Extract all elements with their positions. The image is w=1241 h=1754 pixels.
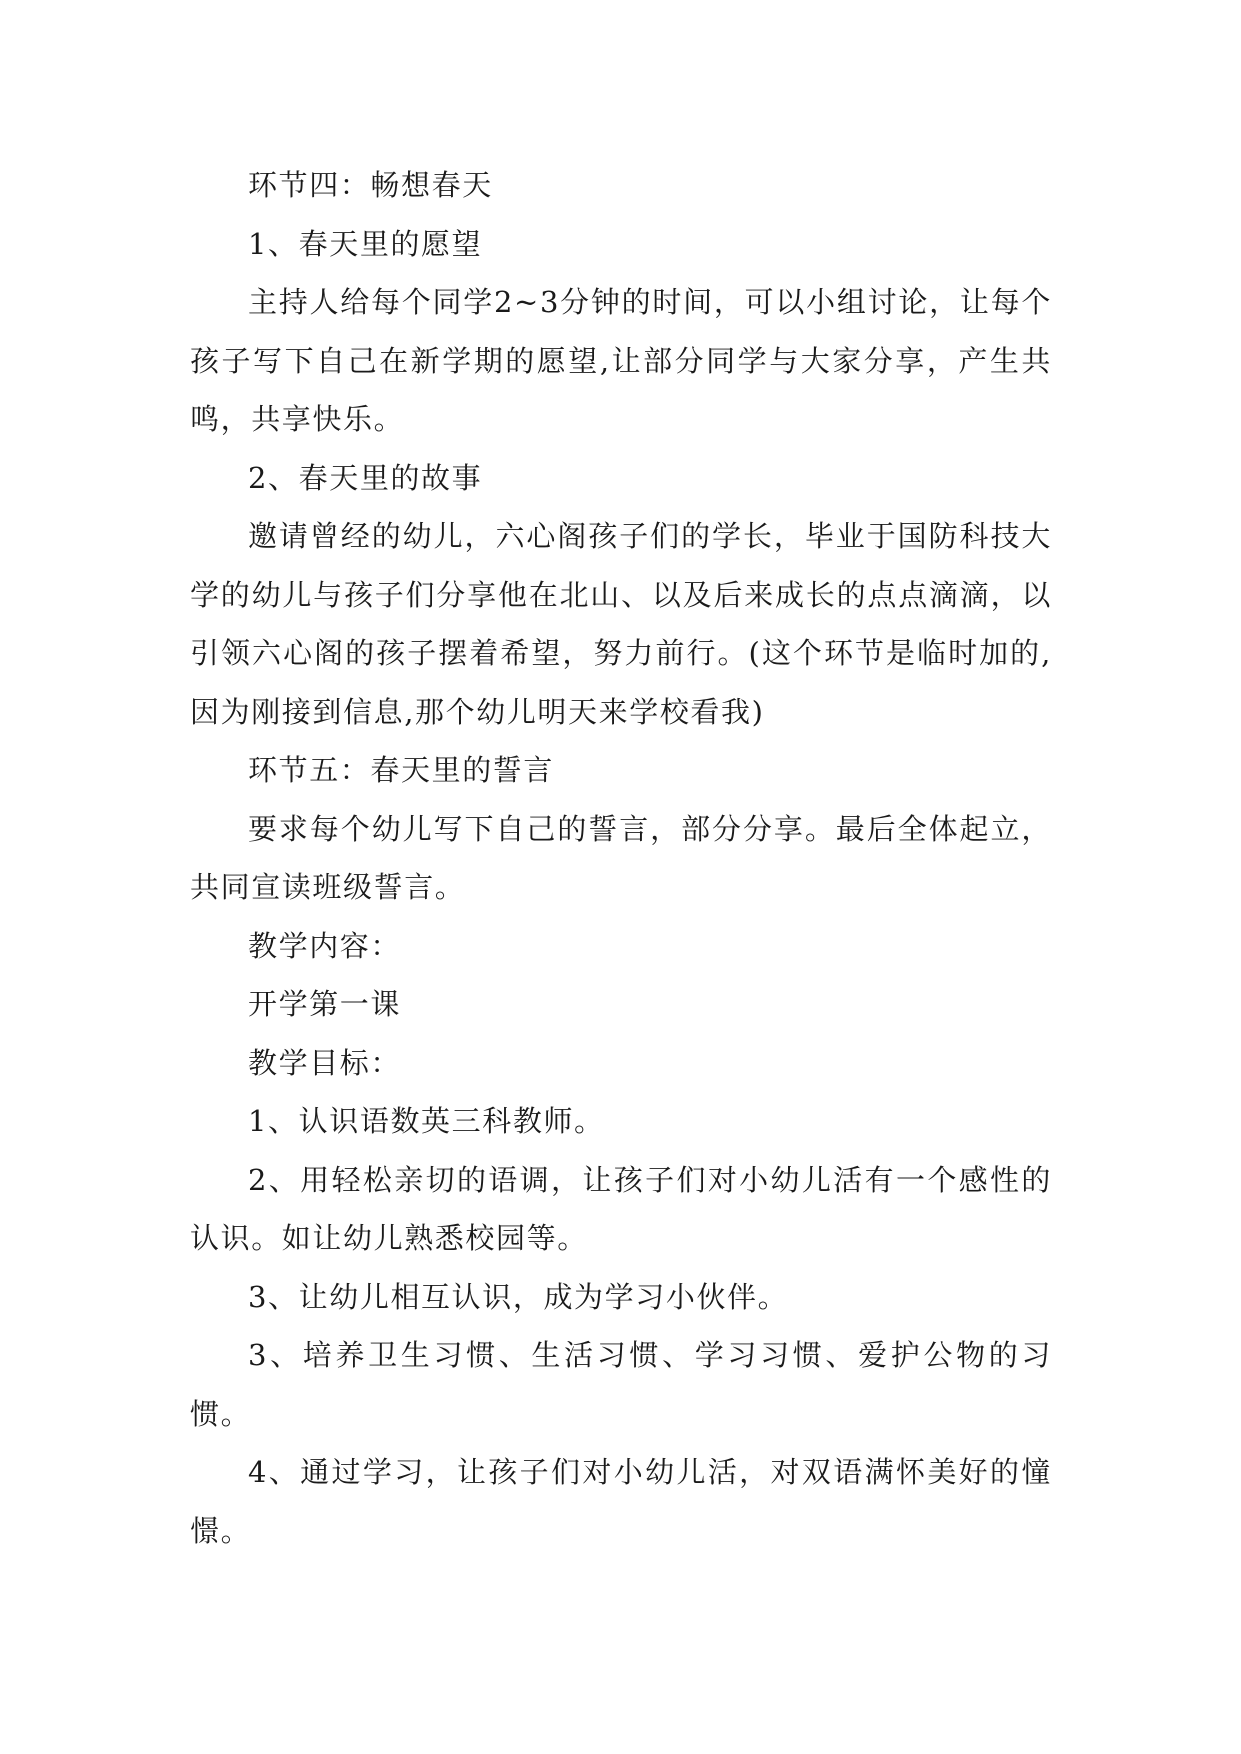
paragraph-story-activity: 邀请曾经的幼儿，六心阁孩子们的学长，毕业于国防科技大学的幼儿与孩子们分享他在北山、以及后来成长的点点滴滴，以引领六心阁的孩子摆着希望，努力前行。(这个环节是临时加的,因为刚接到信息,那个幼儿明天来学校看我)	[190, 519, 1052, 729]
subheading-spring-wish: 1、春天里的愿望	[248, 226, 483, 261]
goal-item: 4、通过学习，让孩子们对小幼儿活，对双语满怀美好的憧憬。	[190, 1455, 1052, 1548]
goal-item: 1、认识语数英三科教师。	[248, 1104, 605, 1138]
goal-item: 3、让幼儿相互认识，成为学习小伙伴。	[248, 1279, 789, 1314]
teaching-content-value: 开学第一课	[248, 987, 402, 1021]
label-teaching-goals: 教学目标：	[248, 1045, 402, 1080]
section-heading-5: 环节五：春天里的誓言	[248, 753, 555, 787]
document-body	[190, 156, 1052, 1560]
subheading-spring-story: 2、春天里的故事	[248, 460, 483, 495]
paragraph-oath-activity: 要求每个幼儿写下自己的誓言，部分分享。最后全体起立，共同宣读班级誓言。	[190, 811, 1052, 904]
goal-item: 3、培养卫生习惯、生活习惯、学习习惯、爱护公物的习惯。	[190, 1338, 1052, 1431]
label-teaching-content: 教学内容：	[248, 928, 402, 963]
section-heading-4: 环节四：畅想春天	[248, 168, 493, 202]
goal-item: 2、用轻松亲切的语调，让孩子们对小幼儿活有一个感性的认识。如让幼儿熟悉校园等。	[190, 1162, 1052, 1255]
paragraph-wish-activity: 主持人给每个同学2~3分钟的时间，可以小组讨论，让每个孩子写下自己在新学期的愿望,让部分同学与大家分享，产生共鸣，共享快乐。	[190, 285, 1052, 436]
